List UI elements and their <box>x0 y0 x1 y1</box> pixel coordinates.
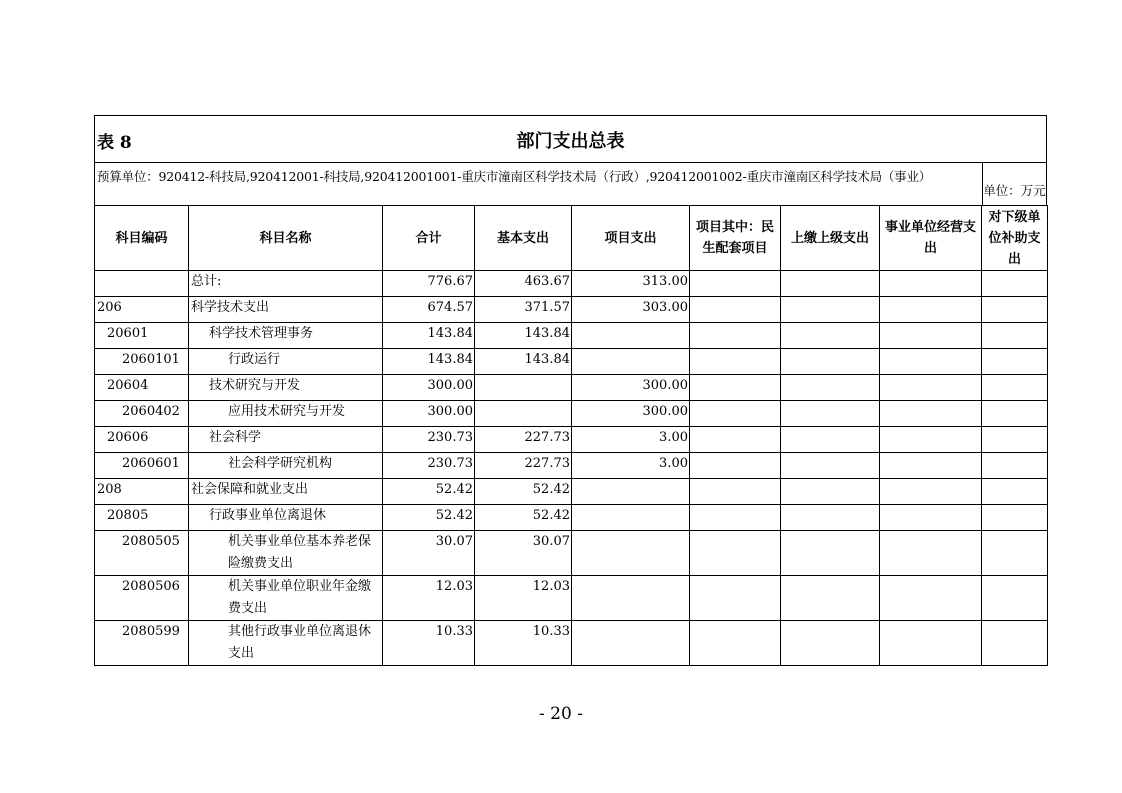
cell-basic: 143.84 <box>475 349 572 375</box>
cell-name: 技术研究与开发 <box>189 375 383 401</box>
cell-code: 2060101 <box>95 349 189 375</box>
cell-livelihood <box>690 505 781 531</box>
cell-basic: 52.42 <box>475 479 572 505</box>
cell-code: 2080599 <box>95 621 189 666</box>
cell-basic: 52.42 <box>475 505 572 531</box>
table-body <box>95 271 1048 666</box>
cell-subsidy-lower <box>982 621 1048 666</box>
cell-code: 20606 <box>95 427 189 453</box>
cell-total: 52.42 <box>383 505 475 531</box>
cell-remit-superior <box>781 427 880 453</box>
cell-remit-superior <box>781 349 880 375</box>
cell-remit-superior <box>781 375 880 401</box>
cell-subsidy-lower <box>982 401 1048 427</box>
cell-remit-superior <box>781 531 880 576</box>
cell-basic: 10.33 <box>475 621 572 666</box>
cell-project <box>572 576 690 621</box>
cell-subsidy-lower <box>982 297 1048 323</box>
cell-subsidy-lower <box>982 531 1048 576</box>
cell-business-expense <box>880 505 982 531</box>
cell-name: 科学技术管理事务 <box>189 323 383 349</box>
cell-basic: 371.57 <box>475 297 572 323</box>
table-row <box>95 427 1048 453</box>
cell-basic: 143.84 <box>475 323 572 349</box>
cell-total: 230.73 <box>383 427 475 453</box>
cell-business-expense <box>880 479 982 505</box>
cell-livelihood <box>690 297 781 323</box>
cell-basic <box>475 401 572 427</box>
cell-remit-superior <box>781 576 880 621</box>
cell-basic: 30.07 <box>475 531 572 576</box>
cell-livelihood <box>690 621 781 666</box>
table-row <box>95 621 1048 666</box>
budget-unit: 预算单位：920412-科技局,920412001-科技局,920412001001-重庆市潼南区科学技术局（行政）,920412001002-重庆市潼南区科学技术局（事业） <box>97 169 932 184</box>
page-number: - 20 - <box>539 704 583 724</box>
cell-name: 社会科学 <box>189 427 383 453</box>
cell-subsidy-lower <box>982 576 1048 621</box>
table-row <box>95 271 1048 297</box>
title-row <box>94 115 1047 163</box>
table-row <box>95 505 1048 531</box>
header-row <box>95 206 1048 271</box>
budget-unit-row <box>94 163 1047 205</box>
cell-basic <box>475 375 572 401</box>
cell-project <box>572 323 690 349</box>
header-remit-superior: 上缴上级支出 <box>781 206 880 271</box>
cell-business-expense <box>880 271 982 297</box>
expenditure-table <box>94 205 1048 666</box>
cell-business-expense <box>880 576 982 621</box>
cell-business-expense <box>880 349 982 375</box>
cell-name: 总计: <box>189 271 383 297</box>
cell-name: 机关事业单位基本养老保险缴费支出 <box>189 531 383 576</box>
table-row <box>95 375 1048 401</box>
cell-project <box>572 531 690 576</box>
cell-business-expense <box>880 427 982 453</box>
cell-subsidy-lower <box>982 453 1048 479</box>
cell-business-expense <box>880 375 982 401</box>
cell-remit-superior <box>781 297 880 323</box>
cell-subsidy-lower <box>982 271 1048 297</box>
cell-total: 12.03 <box>383 576 475 621</box>
cell-project <box>572 349 690 375</box>
cell-remit-superior <box>781 401 880 427</box>
cell-code <box>95 271 189 297</box>
cell-total: 300.00 <box>383 375 475 401</box>
cell-business-expense <box>880 323 982 349</box>
cell-total: 30.07 <box>383 531 475 576</box>
cell-project <box>572 621 690 666</box>
cell-livelihood <box>690 349 781 375</box>
cell-remit-superior <box>781 453 880 479</box>
table-row <box>95 401 1048 427</box>
cell-total: 143.84 <box>383 323 475 349</box>
cell-project: 313.00 <box>572 271 690 297</box>
cell-remit-superior <box>781 323 880 349</box>
cell-name: 社会科学研究机构 <box>189 453 383 479</box>
table-number: 表 8 <box>97 133 132 153</box>
cell-project <box>572 479 690 505</box>
cell-project: 3.00 <box>572 453 690 479</box>
cell-name: 行政事业单位离退休 <box>189 505 383 531</box>
cell-livelihood <box>690 453 781 479</box>
cell-project: 300.00 <box>572 401 690 427</box>
cell-name: 行政运行 <box>189 349 383 375</box>
cell-livelihood <box>690 271 781 297</box>
cell-total: 300.00 <box>383 401 475 427</box>
table-row <box>95 297 1048 323</box>
cell-total: 10.33 <box>383 621 475 666</box>
cell-remit-superior <box>781 505 880 531</box>
cell-code: 206 <box>95 297 189 323</box>
cell-business-expense <box>880 621 982 666</box>
cell-livelihood <box>690 531 781 576</box>
table-row <box>95 349 1048 375</box>
header-code: 科目编码 <box>95 206 189 271</box>
cell-remit-superior <box>781 621 880 666</box>
cell-livelihood <box>690 375 781 401</box>
cell-basic: 227.73 <box>475 453 572 479</box>
cell-subsidy-lower <box>982 349 1048 375</box>
cell-livelihood <box>690 323 781 349</box>
cell-subsidy-lower <box>982 323 1048 349</box>
table-row <box>95 576 1048 621</box>
cell-basic: 463.67 <box>475 271 572 297</box>
cell-subsidy-lower <box>982 427 1048 453</box>
cell-name: 科学技术支出 <box>189 297 383 323</box>
expenditure-sheet <box>94 115 1047 666</box>
cell-code: 2080506 <box>95 576 189 621</box>
cell-name: 应用技术研究与开发 <box>189 401 383 427</box>
cell-subsidy-lower <box>982 375 1048 401</box>
cell-business-expense <box>880 531 982 576</box>
header-name: 科目名称 <box>189 206 383 271</box>
cell-basic: 227.73 <box>475 427 572 453</box>
table-row <box>95 453 1048 479</box>
cell-livelihood <box>690 401 781 427</box>
cell-code: 20601 <box>95 323 189 349</box>
table-title: 部门支出总表 <box>516 131 625 152</box>
cell-livelihood <box>690 576 781 621</box>
cell-project: 3.00 <box>572 427 690 453</box>
cell-total: 52.42 <box>383 479 475 505</box>
cell-code: 2080505 <box>95 531 189 576</box>
cell-code: 20805 <box>95 505 189 531</box>
cell-business-expense <box>880 297 982 323</box>
table-row <box>95 323 1048 349</box>
cell-total: 674.57 <box>383 297 475 323</box>
cell-total: 143.84 <box>383 349 475 375</box>
header-business-expense: 事业单位经营支出 <box>880 206 982 271</box>
cell-livelihood <box>690 427 781 453</box>
header-basic: 基本支出 <box>475 206 572 271</box>
cell-code: 2060601 <box>95 453 189 479</box>
header-livelihood: 项目其中：民生配套项目 <box>690 206 781 271</box>
cell-subsidy-lower <box>982 479 1048 505</box>
table-row <box>95 531 1048 576</box>
header-project: 项目支出 <box>572 206 690 271</box>
cell-project: 303.00 <box>572 297 690 323</box>
cell-name: 其他行政事业单位离退休支出 <box>189 621 383 666</box>
table-row <box>95 479 1048 505</box>
cell-code: 2060402 <box>95 401 189 427</box>
header-total: 合计 <box>383 206 475 271</box>
unit-label: 单位：万元 <box>982 163 1046 205</box>
cell-business-expense <box>880 453 982 479</box>
cell-livelihood <box>690 479 781 505</box>
cell-basic: 12.03 <box>475 576 572 621</box>
cell-remit-superior <box>781 479 880 505</box>
cell-name: 社会保障和就业支出 <box>189 479 383 505</box>
cell-name: 机关事业单位职业年金缴费支出 <box>189 576 383 621</box>
cell-total: 776.67 <box>383 271 475 297</box>
cell-total: 230.73 <box>383 453 475 479</box>
cell-business-expense <box>880 401 982 427</box>
cell-project: 300.00 <box>572 375 690 401</box>
header-subsidy-lower: 对下级单位补助支出 <box>982 206 1048 271</box>
cell-project <box>572 505 690 531</box>
cell-remit-superior <box>781 271 880 297</box>
cell-subsidy-lower <box>982 505 1048 531</box>
cell-code: 20604 <box>95 375 189 401</box>
cell-code: 208 <box>95 479 189 505</box>
